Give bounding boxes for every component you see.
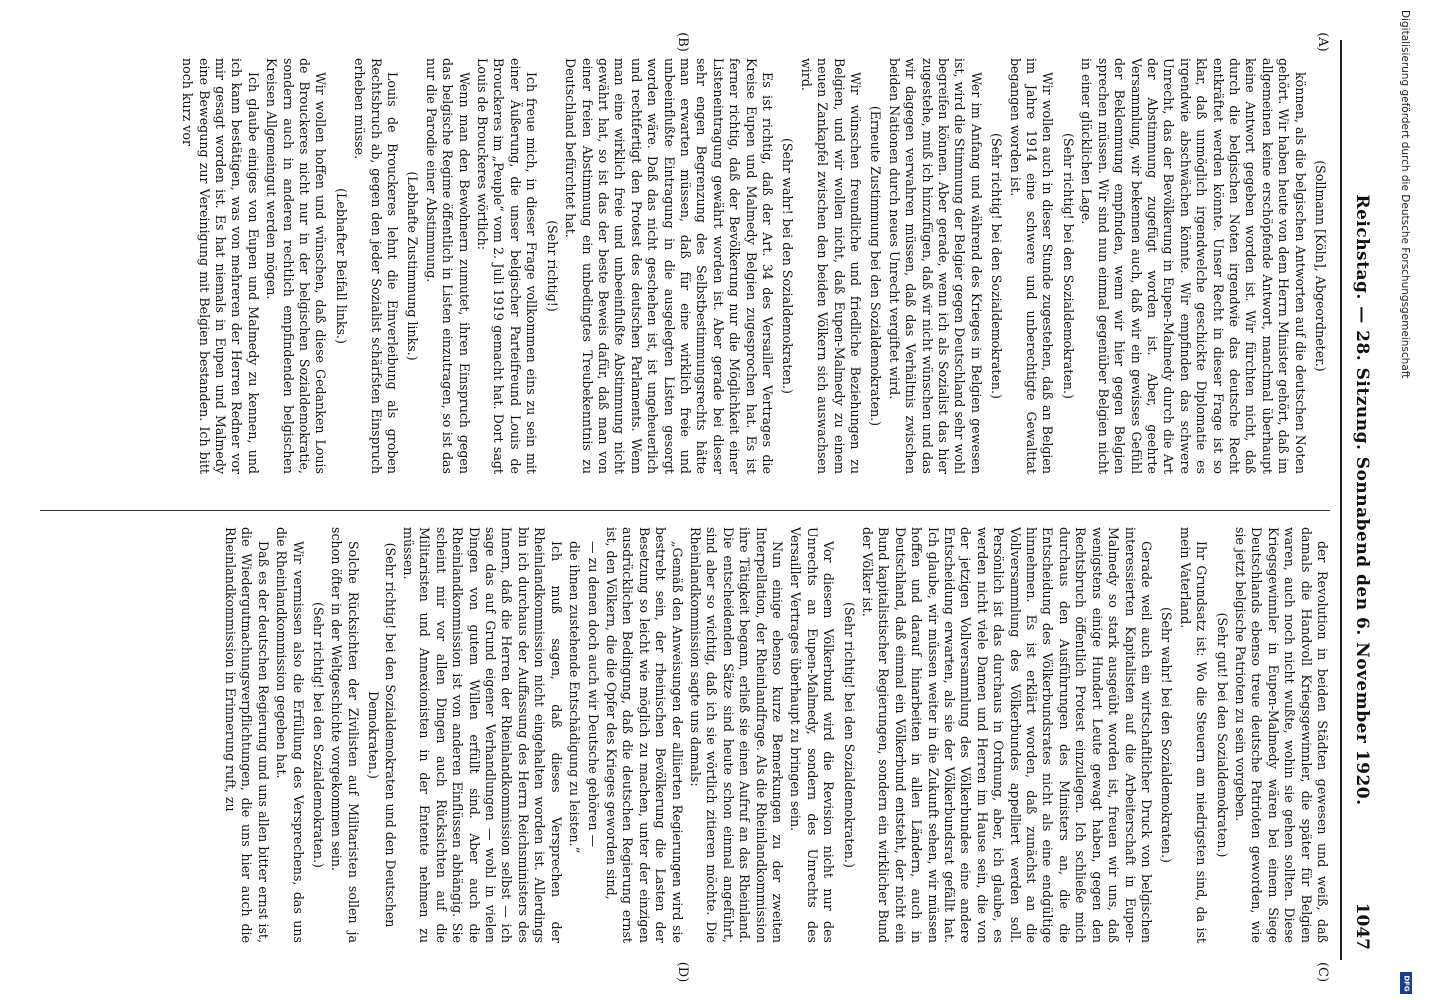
paragraph: Wir wollen auch in dieser Stunde zugestehen, daß an Belgien im Jahre 1914 eine schwere und unberechtigte Gewalttat begangen worden ist. — [1007, 58, 1056, 474]
paragraph: Ich glaube einiges von Eupen und Malmedy zu kennen, und ich kann bestätigen, was von mehreren der Herren Redner vor mir gesagt worden ist. Es hat niemals in Eupen und Malmedy eine Bewegung zur Vereinigung mit Belgien bestanden. Ich bitt noch kurz vor — [180, 58, 261, 474]
paragraph: die ihnen zustehende Entschädigung zu leisten.“ — [567, 541, 583, 854]
dfg-logo — [1400, 972, 1412, 994]
margin-marker-b: (B) — [675, 32, 690, 52]
interjection: (Sehr wahr! bei den Sozialdemokraten.) — [1159, 607, 1175, 863]
interjection: (Sehr richtig! bei den Sozialdemokraten.) — [841, 602, 857, 868]
running-header — [1346, 50, 1372, 950]
paragraph: Ich muß sagen, daß dieses Versprechen der Rheinlandkommission nicht eingehalten worden ist. Allerdings bin ich durchaus der Auffassung des Herrn Reichsministers des Innern, daß die Herren der Rheinlandkommission selbst — ich sage das auf Grund eigener Verhandlungen — wohl in vielen Dingen von gutem Willen erfüllt sind. Aber auch die Rheinlandkommission ist von anderen Einflüssen abhängig. Sie scheint mir vor allen Dingen auch Rücksichten auf die Militaristen und Annexionisten in der Entente nehmen zu müssen. — [401, 527, 564, 943]
column-divider — [40, 510, 1330, 511]
right-text-column — [40, 527, 1330, 943]
digitization-credit: Digitalisierung gefördert durch die Deutsche Forschungsgemeinschaft — [1399, 10, 1411, 379]
speaker-line: (Sollmann [Köln], Abgeordneter.) — [1313, 160, 1328, 372]
header-rule — [1340, 40, 1342, 960]
side-credit-strip — [1399, 10, 1413, 970]
paragraph: Wir vermissen also die Erfüllung des Versprechens, das uns die Rheinlandkommission gegeben hat. — [274, 527, 306, 943]
interjection: (Lebhafte Zustimmung links.) — [405, 171, 421, 361]
page-number: 1047 — [1352, 902, 1372, 950]
interjection: (Sehr richtig!) — [544, 220, 560, 312]
interjection: (Sehr richtig! bei den Sozialdemokraten.) — [311, 602, 327, 868]
paragraph: Gerade weil auch ein wirtschaftlicher Druck von belgischen interessierten Kapitalisten auf die Arbeiterschaft in Eupen-Malmedy so stark ausgeübt worden ist, freuen wir uns, daß wenigstens einige Hundert Leute gewagt haben, gegen den Rechtsbruch öffentlich Protest einzulegen. Ich schließe mich durchaus den Ausführungen des Ministers an, die die Entscheidung des Völkerbundsrates nicht als eine endgültige hinnehmen. Es ist erklärt worden, daß zunächst an die Vollversammlung des Völkerbundes appelliert werden soll. Persönlich ist das durchaus in Ordnung, aber, ich glaube, es werden nicht viele Damen und Herren im Hause sein, die von der jetzigen Vollversammlung des Völkerbundes eine andere Entscheidung erwarten, als sie der Völkerbundsrat gefällt hat. Ich glaube, wir müssen weiter in die Zukunft sehen, wir müssen hoffen und darauf hinarbeiten in allen Ländern, auch in Deutschland, daß einmal ein Völkerbund entsteht, der nicht ein Bund kapitalistischer Regierungen, sondern ein wirklicher Bund der Völker ist. — [860, 527, 1154, 943]
interjection: (Sehr richtig! bei den Sozialdemokraten und den Deutschen Demokraten.) — [366, 542, 398, 928]
interjection: (Sehr gut! bei den Sozialdemokraten.) — [1214, 612, 1230, 858]
dfg-logo-text: DFG — [1402, 974, 1411, 992]
margin-marker-c: (C) — [1315, 961, 1330, 983]
interjection: (Sehr richtig! bei den Sozialdemokraten.) — [989, 133, 1005, 399]
margin-marker-d: (D) — [675, 961, 690, 983]
left-text-column — [40, 58, 1330, 474]
paragraph: Wenn man den Bewohnern zumutet, ihren Einspruch gegen das belgische Regime öffentlich in Listen einzutragen, so ist das nur die Parodie einer Abstimmung. — [423, 58, 472, 474]
margin-marker-a: (A) — [1315, 32, 1330, 52]
paragraph: Wer im Anfang und während des Krieges in Belgien gewesen ist, wird die Stimmung der Belgier gegen Deutschland sehr wohl begreifen können. Aber gerade, wenn ich als Sozialist das hier zugestehe, muß ich hinzufügen, daß wir nicht wünschen und das wir dagegen verwahren müssen, daß das Verhältnis zwischen beiden Nationen durch neues Unrecht vergiftet wird. — [886, 58, 984, 474]
paragraph: Nun einige ebenso kurze Bemerkungen zu der zweiten Interpellation, der Rheinlandfrage. Als die Rheinlandkommission ihre Tätigkeit begann, erließ sie einen Aufruf an das Rheinland. Die entscheidenden Sätze sind heute schon einmal angeführt, sind aber so wichtig, daß ich sie wörtlich zitieren möchte. Die Rheinlandkommission sagte uns damals: — [687, 527, 785, 943]
interjection: (Lebhafter Beifall links.) — [333, 188, 349, 344]
rotated-document-page — [10, 0, 1390, 1000]
paragraph: Daß es der deutschen Regierung und uns allen bitter ernst ist, die Wiedergutmachungsverpflichtungen, die uns hier auch die Rheinlandkommission in Erinnerung ruft, zu — [223, 527, 271, 943]
paragraph: Wir wollen hoffen und wünschen, daß diese Gedanken Louis de Brouckeres nicht nur in der belgischen Sozialdemokratie, sondern auch in anderen rechtlich empfindenden belgischen Kreisen Allgemeingut werden mögen. — [264, 58, 329, 474]
paragraph: Ihr Grundsatz ist: Wo die Steuern am niedrigsten sind, da ist mein Vaterland. — [1177, 527, 1210, 943]
paragraph: Ich freue mich, in dieser Frage vollkommen eins zu sein mit einer Äußerung, die unser belgischer Parteifreund Louis de Brouckeres im „Peuple“ vom 2. Juli 1919 gemacht hat. Dort sagt Louis de Brouckeres wörtlich: — [475, 58, 540, 474]
paragraph: Wir wünschen freundliche und friedliche Beziehungen zu Belgien, und wir wollen nicht, daß Eupen-Malmedy zu einem neuen Zankapfel zwischen den beiden Völkern sich auswachsen wird. — [798, 58, 864, 474]
paragraph: „Gemäß den Anweisungen der alliierten Regierungen wird sie bestrebt sein, der rheinischen Bevölkerung die Lasten der Besetzung so leicht wie möglich zu machen, unter der einzigen ausdrücklichen Bedingung, daß die deutschen Regierung ernst ist, den Völkern, die die Opfer des Krieges geworden sind, — [603, 527, 685, 943]
header-title: Reichstag. — 28. Sitzung. Sonnabend den 6. November 1920. — [1352, 194, 1372, 806]
paragraph: der Revolution in beiden Städten gewesen und weiß, daß damals die Handvoll Kriegsgewinnler, die später für Belgien waren, auch noch nicht wußte, wohin sie gehen sollten. Diese Kriegsgewinnler in Eupen-Malmedy wären bei einem Siege Deutschlands ebenso treue deutsche Patrioten geworden, wie sie jetzt belgische Patrioten zu sein vorgeben. — [1232, 527, 1330, 943]
paragraph: Es ist richtig, daß der Art. 34 des Versailler Vertrages die Kreise Eupen und Malmedy Belgien zugesprochen hat. Es ist ferner richtig, daß der Bevölkerung nur die Möglichkeit einer Listeneintragung gewährt worden ist. Aber gerade bei dieser sehr engen Begrenzung des Selbstbestimmungsrechts hätte man erwarten müssen, daß für eine wirklich freie und unbeeinflußte Eintragung in die ausgelegten Listen gesorgt worden wäre. Daß das nicht geschehen ist, ist ungeheuerlich und rechtfertigt den Protest des deutschen Parlaments. Wenn man eine wirklich freie und unbeeinflußte Abstimmung nicht gewährt hat, so ist das der beste Beweis dafür, daß man von einer freien Abstimmung ein unbedingtes Treubekenntnis zu Deutschland befürchtet hat. — [563, 58, 775, 474]
paragraph: Louis de Brouckeres lehnt die Einverleibung als groben Rechtsbruch ab, gegen den jeder Sozialist schärfsten Einspruch erheben müsse. — [352, 58, 401, 474]
paragraph: können, als die belgischen Antworten auf die deutschen Noten gehört. Wir haben heute von dem Herrn Minister gehört, daß im allgemeinen keine erschöpfende Antwort, manchmal überhaupt keine Antwort gegeben worden ist. Wir fürchten nicht, daß durch die belgischen Noten irgendwie das deutsche Recht entkräftet werden könnte. Unser Recht in dieser Frage ist so klar, daß unmöglich irgendwelche geschickte Diplomatie es irgendwie abschwächen könnte. Wir empfinden das schwere Unrecht, das der Bevölkerung in Eupen-Malmedy durch die Art der Abstimmung zugefügt worden ist. Aber, geehrte Versammlung, wir bekennen auch, daß wir ein gewisses Gefühl der Beklemmung empfinden, wenn wir hier gegen Belgien sprechen müssen. Wir sind nun einmal gegenüber Belgien nicht in einer glücklichen Lage. — [1079, 58, 1308, 474]
interjection: (Sehr richtig! bei den Sozialdemokraten.) — [1060, 133, 1076, 399]
paragraph: Solche Rücksichten der Zivilisten auf Militaristen sollen ja schon öfter in der Weltgeschichte vorgekommen sein. — [329, 527, 361, 943]
paragraph: — zu denen doch auch wir Deutsche gehören — — [585, 541, 601, 848]
interjection: (Erneute Zustimmung bei den Sozialdemokraten.) — [868, 105, 884, 427]
interjection: (Sehr wahr! bei den Sozialdemokraten.) — [780, 138, 796, 394]
paragraph: Vor diesem Völkerbund wird die Revision nicht nur des Unrechts an Eupen-Malmedy, sondern des Unrechts des Versailler Vertrages überhaupt zu bringen sein. — [788, 527, 837, 943]
